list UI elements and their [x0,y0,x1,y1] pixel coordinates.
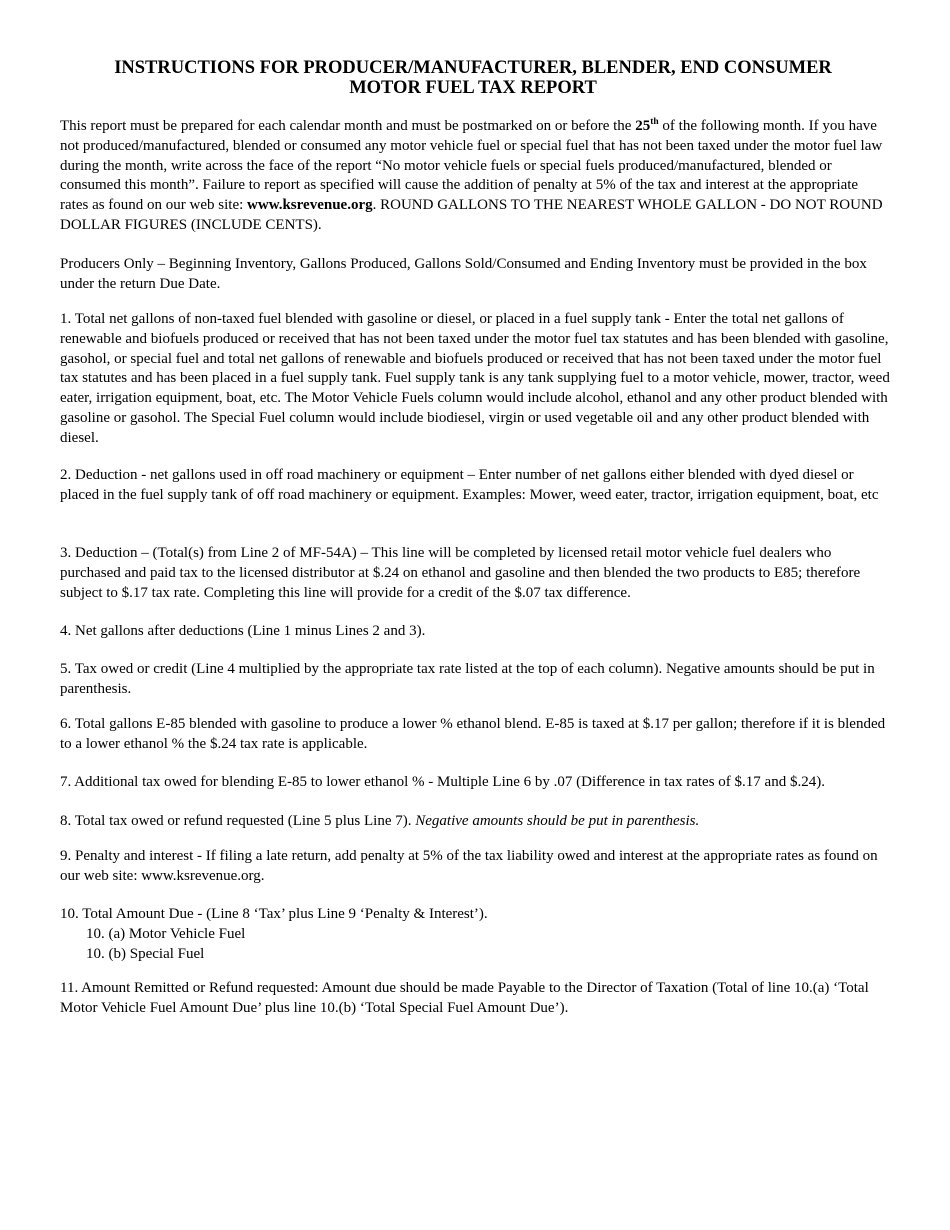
instruction-line-6: 6. Total gallons E-85 blended with gasoline to produce a lower % ethanol blend. E-85 is taxed at $.17 per gallon; therefore if it is blended to a lower ethanol % the $.24 tax rate is applicable. [60,716,886,752]
intro-text-2: of the following month. If you have not produced/manufactured, blended or consumed any motor vehicle fuel or special fuel that has not been taxed under the motor fuel law during the month, write across the face of the report “No motor vehicle fuels or special fuels produced/manufactured, blended or consumed this month”. Failure to report as specified will cause the addition of penalty at 5% of the tax and interest at the appropriate rates as found on our web site: [60,118,883,214]
line8-text: 8. Total tax owed or refund requested (Line 5 plus Line 7). [60,813,416,829]
line8-italic-note: Negative amounts should be put in parenthesis. [415,813,700,829]
line10a-text: 10. (a) Motor Vehicle Fuel [86,925,246,942]
instruction-line-4: 4. Net gallons after deductions (Line 1 minus Lines 2 and 3). [60,623,426,639]
instruction-line-5: 5. Tax owed or credit (Line 4 multiplied by the appropriate tax rate listed at the top of each column). Negative amounts should be put in parenthesis. [60,661,875,697]
line10-text: 10. Total Amount Due - (Line 8 ‘Tax’ plus Line 9 ‘Penalty & Interest’). [60,906,488,922]
intro-paragraph [60,117,890,236]
due-day-suffix: th [650,117,659,127]
instruction-line-9: 9. Penalty and interest - If filing a late return, add penalty at 5% of the tax liability owed and interest at the appropriate rates as found on our web site: www.ksrevenue.org. [60,848,878,884]
instruction-line-2: 2. Deduction - net gallons used in off road machinery or equipment – Enter number of net gallons either blended with dyed diesel or placed in the fuel supply tank of off road machinery or equipment. Examples: Mower, weed eater, tractor, irrigation equipment, boat, etc [60,467,879,503]
line10b-text: 10. (b) Special Fuel [86,945,205,962]
instruction-line-11: 11. Amount Remitted or Refund requested: Amount due should be made Payable to the Director of Taxation (Total of line 10.(a) ‘Total Motor Vehicle Fuel Amount Due’ plus line 10.(b) ‘Total Special Fuel Amount Due’). [60,980,869,1016]
due-day: 25th [635,117,659,134]
page-title [60,58,886,98]
instruction-line-3: 3. Deduction – (Total(s) from Line 2 of MF-54A) – This line will be completed by licensed retail motor vehicle fuel dealers who purchased and paid tax to the licensed distributor at $.24 on ethanol and gasoline and then blended the two products to E85; therefore subject to $.17 tax rate. Completing this line will provide for a credit of the $.07 tax difference. [60,545,861,601]
instruction-line-10 [60,905,890,964]
intro-text-3: . ROUND GALLONS TO THE NEAREST WHOLE GALLON - DO NOT ROUND DOLLAR FIGURES (INCLUDE CENTS). [60,197,883,233]
instruction-line-7: 7. Additional tax owed for blending E-85 to lower ethanol % - Multiple Line 6 by .07 (Difference in tax rates of $.17 and $.24). [60,774,825,790]
instruction-line-1: 1. Total net gallons of non-taxed fuel blended with gasoline or diesel, or placed in a fuel supply tank - Enter the total net gallons of renewable and biofuels produced or received that has not been taxed under the motor fuel tax statutes and has been blended with gasoline, gasohol, or special fuel and total net gallons of renewable and biofuels produced or received that has not been taxed under the motor fuel tax statutes and has been placed in a fuel supply tank. Fuel supply tank is any tank supplying fuel to a motor vehicle, mower, tractor, weed eater, irrigation equipment, boat, etc. The Motor Vehicle Fuels column would include alcohol, ethanol and any other product blended with gasoline or gasohol. The Special Fuel column would include biodiesel, virgin or used vegetable oil and any other product blended with diesel. [60,311,890,446]
title-line-1: INSTRUCTIONS FOR PRODUCER/MANUFACTURER, BLENDER, END CONSUMER [114,58,832,78]
producers-note: Producers Only – Beginning Inventory, Gallons Produced, Gallons Sold/Consumed and Ending Inventory must be provided in the box under the return Due Date. [60,256,867,292]
website-link: www.ksrevenue.org [247,197,373,214]
instruction-line-8 [60,812,890,832]
intro-text-1: This report must be prepared for each calendar month and must be postmarked on or before the [60,118,636,134]
title-line-2: MOTOR FUEL TAX REPORT [349,78,597,98]
